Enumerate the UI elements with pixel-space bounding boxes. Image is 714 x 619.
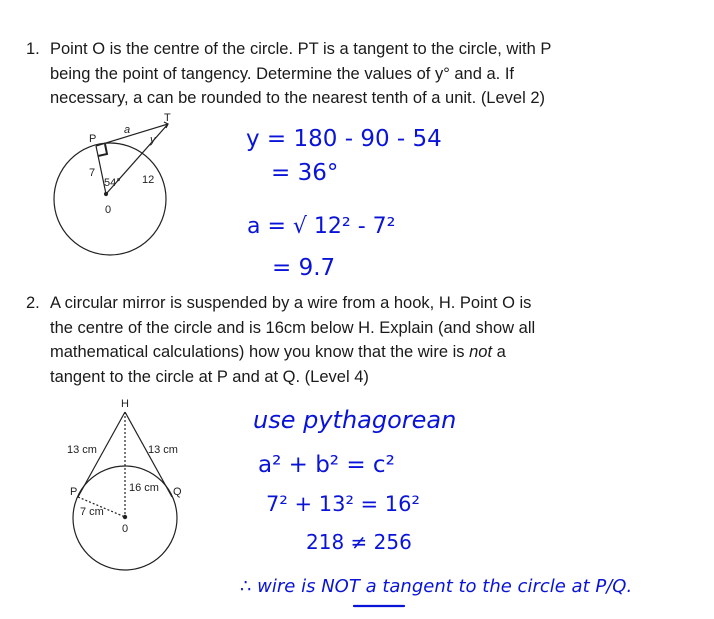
q2-label-h: H [121,398,129,410]
q2-label-drop: 16 cm [129,482,159,494]
q2-label-p: P [70,486,78,498]
q2-label-q: Q [173,486,182,498]
q2-work-line2: a² + b² = c² [258,452,395,478]
q1-label-o: 0 [105,204,112,216]
q1-work-a-line2: = 9.7 [272,255,336,281]
q1-label-t: T [164,112,171,124]
q1-number: 1. [26,40,40,58]
q1-line-3: necessary, a can be rounded to the nearest tenth of a unit. (Level 2) [50,89,546,107]
q2-label-radius: 7 cm [80,506,104,518]
q2-work-line4: 218 ≠ 256 [306,530,412,554]
q2-center-dot [123,515,126,518]
q1-circle [54,143,166,255]
q2-work-conclusion [240,576,632,597]
q1-label-twelve: 12 [142,174,155,186]
q2-work-line3: 7² + 13² = 16² [266,492,420,516]
q1-diagram-labels [89,112,171,216]
q2-line-3-start: mathematical calculations) how you know that the wire is [50,343,470,361]
q1-work-a-line1: a = √ 12² - 7² [247,214,396,239]
q1-tangent-line [96,124,168,146]
q2-line-1: A circular mirror is suspended by a wire from a hook, H. Point O is [50,294,532,312]
q2-line-4: tangent to the circle at P and at Q. (Level 4) [50,367,369,386]
q1-work-y-line1: y = 180 - 90 - 54 [246,126,442,152]
q1-work-y-line2: = 36° [271,160,339,186]
q2-diagram [73,412,177,570]
q2-line-3-tail: a [492,343,506,361]
q2-conclusion-prefix: ∴ wire is [240,576,322,597]
q2-conclusion-not: NOT [321,576,360,597]
q2-label-left-wire: 13 cm [67,444,97,456]
q1-line-1: Point O is the centre of the circle. PT is a tangent to the circle, with P [50,40,552,58]
q1-line-2: being the point of tangency. Determine the values of y° and a. If [50,64,514,83]
q1-label-y: y [150,134,156,146]
q1-label-p: P [89,133,97,145]
q1-right-angle-mark [98,144,107,156]
q1-label-angle: 54° [104,177,121,189]
q2-label-o: 0 [122,523,129,535]
q1-center-dot [105,193,108,196]
q1-label-seven: 7 [89,167,96,179]
q2-emphasis-not: not [469,343,493,361]
q2-work-line1: use pythagorean [253,406,457,434]
q2-label-right-wire: 13 cm [148,444,178,456]
q2-conclusion-suffix: a tangent to the circle at P/Q. [359,576,633,597]
q1-label-a: a [124,124,131,136]
q2-number: 2. [26,294,40,312]
q2-line-2: the centre of the circle and is 16cm below H. Explain (and show all [50,318,536,337]
